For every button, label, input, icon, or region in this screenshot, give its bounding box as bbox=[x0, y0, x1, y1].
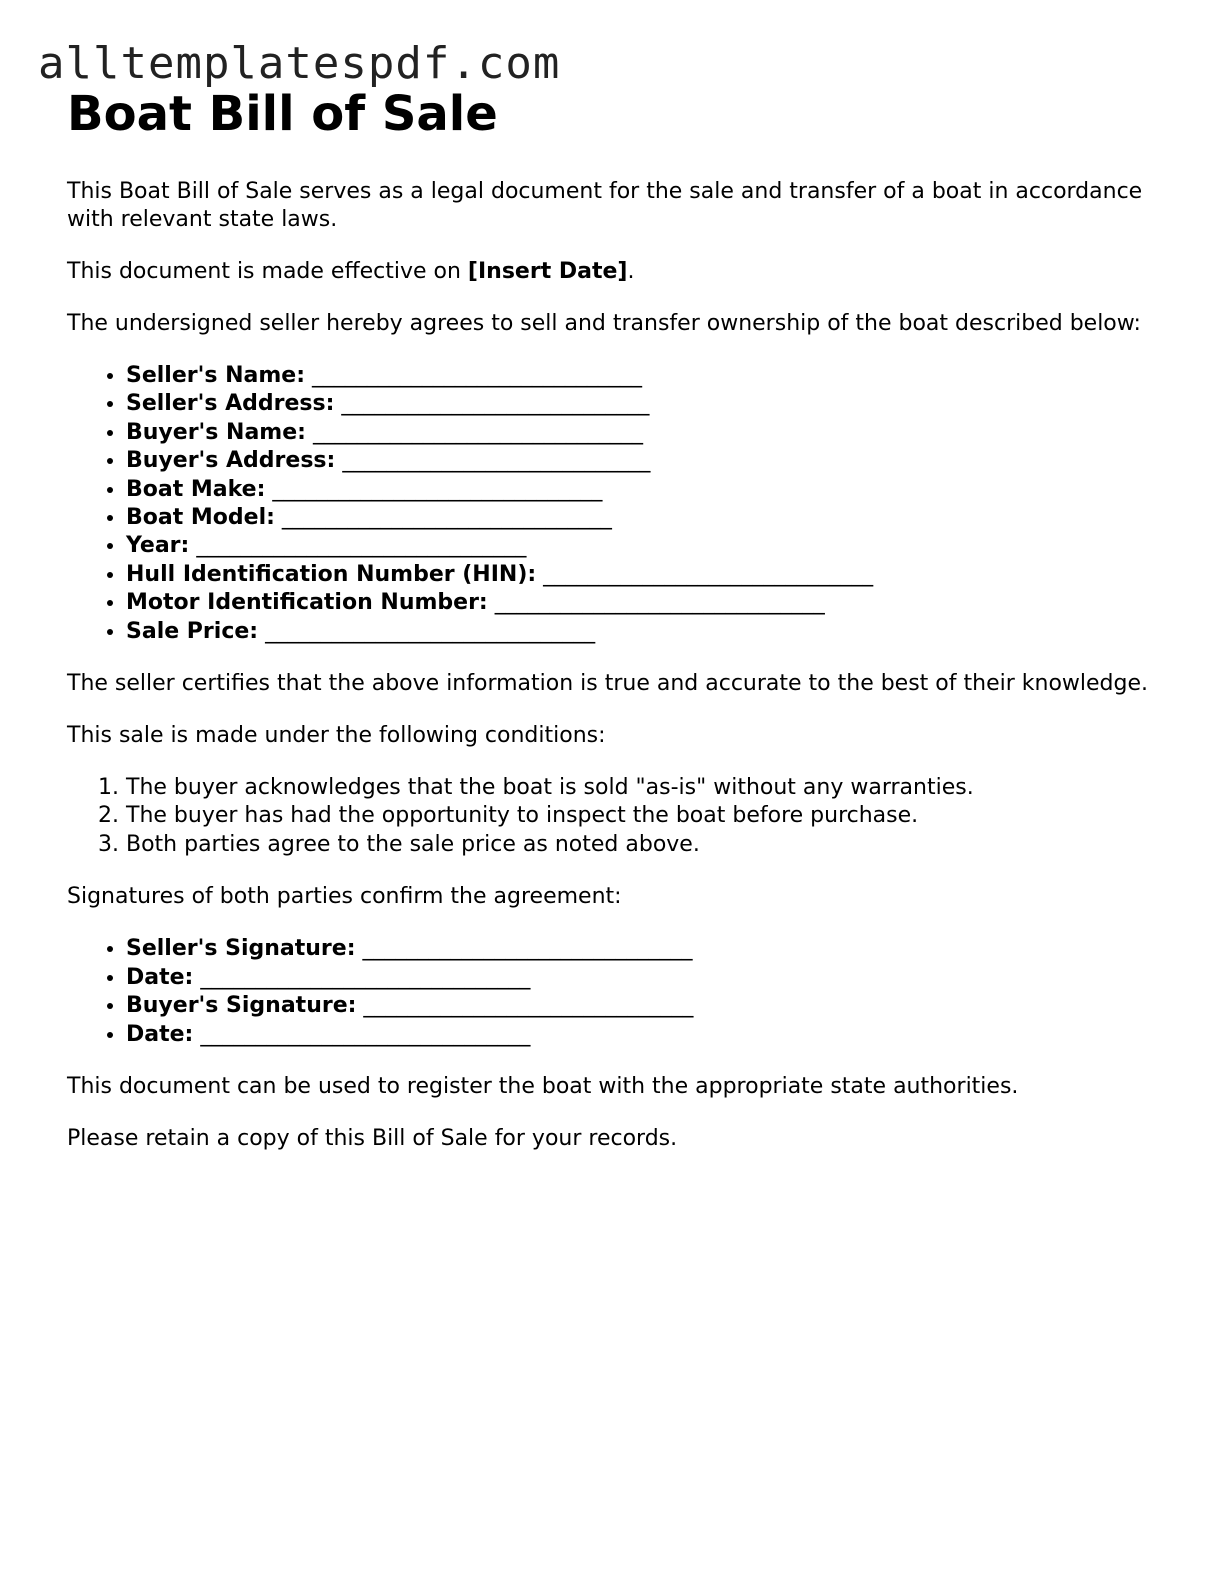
intro-paragraph: This Boat Bill of Sale serves as a legal document for the sale and transfer of a boat in accordance with relevant state laws. bbox=[67, 179, 1143, 232]
document-title: Boat Bill of Sale bbox=[67, 86, 498, 142]
register-note-paragraph: This document can be used to register the boat with the appropriate state authorities. bbox=[67, 1073, 1019, 1099]
field-label: Buyer's Name: bbox=[126, 419, 306, 445]
effective-suffix: . bbox=[627, 259, 635, 284]
field-blank-line: ______________________________ bbox=[362, 936, 693, 962]
field-label: Buyer's Address: bbox=[126, 448, 336, 474]
field-label: Hull Identification Number (HIN): bbox=[126, 561, 537, 587]
signature-buyer bbox=[126, 992, 1157, 1020]
signatures-intro-paragraph: Signatures of both parties confirm the agreement: bbox=[67, 884, 622, 910]
field-year bbox=[126, 532, 1157, 560]
conditions-list bbox=[67, 774, 1157, 859]
retain-note-paragraph: Please retain a copy of this Bill of Sale for your records. bbox=[67, 1125, 678, 1151]
agreement-intro-paragraph: The undersigned seller hereby agrees to sell and transfer ownership of the boat described below: bbox=[67, 311, 1141, 336]
field-buyers-name bbox=[126, 419, 1157, 447]
field-sale-price bbox=[126, 618, 1157, 646]
field-label: Sale Price: bbox=[126, 618, 259, 644]
field-blank-line: ______________________________ bbox=[494, 590, 825, 616]
field-blank-line: ______________________________ bbox=[281, 505, 612, 531]
field-label: Date: bbox=[126, 964, 194, 990]
field-blank-line: ______________________________ bbox=[265, 618, 596, 644]
field-boat-model bbox=[126, 504, 1157, 532]
field-label: Date: bbox=[126, 1021, 194, 1047]
document-body bbox=[67, 86, 1157, 1153]
signature-buyer-date bbox=[126, 1021, 1157, 1049]
certification-paragraph: The seller certifies that the above information is true and accurate to the best of their knowledge. bbox=[67, 671, 1148, 697]
field-label: Seller's Address: bbox=[126, 391, 335, 417]
boat-details-list bbox=[67, 362, 1157, 646]
field-hin bbox=[126, 561, 1157, 589]
field-blank-line: ______________________________ bbox=[312, 363, 643, 388]
field-label: Seller's Name: bbox=[126, 363, 306, 388]
condition-item: 2. The buyer has had the opportunity to inspect the boat before purchase. bbox=[126, 802, 1157, 830]
effective-prefix: This document is made effective on bbox=[67, 259, 468, 284]
field-label: Motor Identification Number: bbox=[126, 590, 488, 616]
conditions-intro-paragraph: This sale is made under the following conditions: bbox=[67, 723, 606, 749]
signature-seller bbox=[126, 935, 1157, 963]
effective-date-paragraph bbox=[67, 258, 1157, 286]
field-motor-id bbox=[126, 589, 1157, 617]
field-blank-line: ______________________________ bbox=[200, 964, 531, 990]
field-label: Boat Make: bbox=[126, 476, 266, 502]
condition-item: 1. The buyer acknowledges that the boat is sold "as-is" without any warranties. bbox=[126, 774, 1157, 802]
field-label: Boat Model: bbox=[126, 505, 275, 531]
field-blank-line: ______________________________ bbox=[543, 561, 874, 587]
field-blank-line: ______________________________ bbox=[200, 1021, 531, 1047]
field-blank-line: ______________________________ bbox=[363, 993, 694, 1019]
effective-date-placeholder: [Insert Date] bbox=[467, 259, 628, 284]
signatures-list bbox=[67, 935, 1157, 1049]
watermark: alltemplatespdf.com bbox=[38, 38, 561, 89]
field-label: Seller's Signature: bbox=[126, 936, 356, 962]
field-blank-line: ____________________________ bbox=[342, 448, 651, 474]
field-sellers-address bbox=[126, 390, 1157, 418]
field-label: Year: bbox=[126, 533, 190, 559]
signature-seller-date bbox=[126, 964, 1157, 992]
field-blank-line: ______________________________ bbox=[312, 419, 643, 445]
field-blank-line: ______________________________ bbox=[272, 476, 603, 502]
field-label: Buyer's Signature: bbox=[126, 993, 357, 1019]
field-boat-make bbox=[126, 476, 1157, 504]
field-buyers-address bbox=[126, 447, 1157, 475]
field-blank-line: ____________________________ bbox=[341, 391, 650, 417]
condition-item: 3. Both parties agree to the sale price as noted above. bbox=[126, 831, 1157, 859]
field-sellers-name bbox=[126, 362, 1157, 390]
field-blank-line: ______________________________ bbox=[196, 533, 527, 559]
